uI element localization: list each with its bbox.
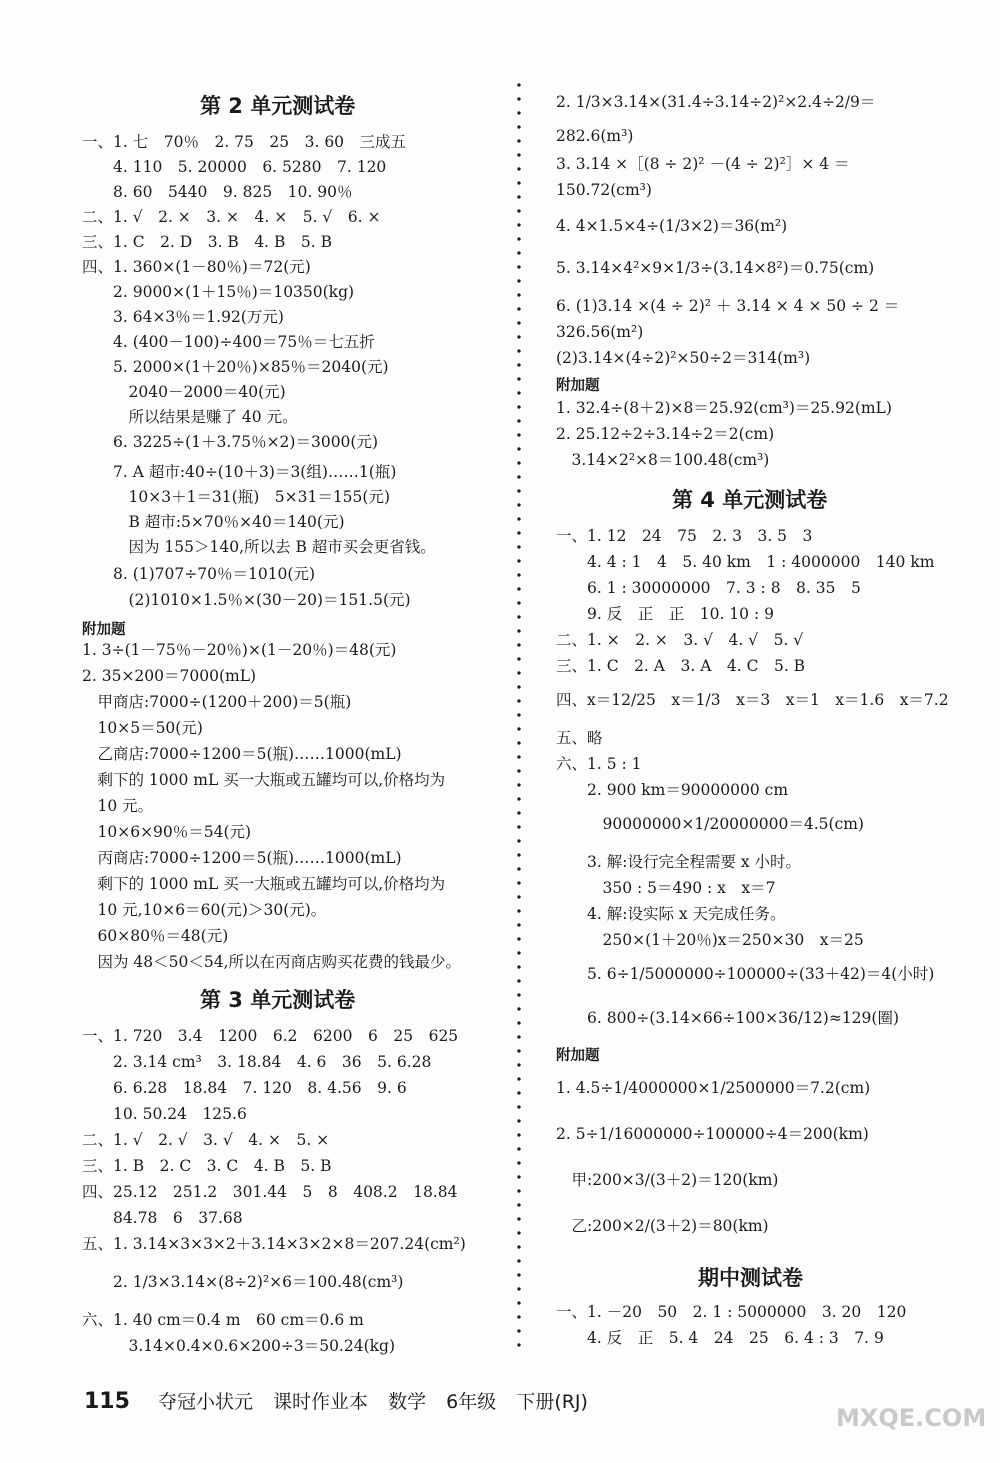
- answer-line: 4. 4×1.5×4÷(1/3×2)＝36(m²): [556, 217, 788, 235]
- answer-line: 60×80％＝48(元): [82, 927, 229, 945]
- answer-line: 10×5＝50(元): [82, 719, 203, 737]
- answer-line: 84.78 6 37.68: [82, 1209, 243, 1227]
- book-name: 课时作业本: [273, 1391, 369, 1413]
- answer-line: 3. 解:设行完全程需要 x 小时。: [556, 853, 802, 871]
- answer-line: 四、1. 360×(1－80％)＝72(元): [82, 258, 311, 276]
- answer-line: 9. 反 正 正 10. 10 : 9: [556, 605, 774, 623]
- answer-line: 6. 800÷(3.14×66÷100×36/12)≈129(圈): [556, 1009, 899, 1027]
- answer-line: (2)3.14×(4÷2)²×50÷2＝314(m³): [556, 349, 811, 367]
- bonus-heading: 附加题: [556, 378, 600, 394]
- page-number: 115: [84, 1389, 130, 1414]
- answer-line: 3.14×2²×8＝100.48(cm³): [556, 451, 770, 469]
- answer-line: 三、1. B 2. C 3. C 4. B 5. B: [82, 1157, 332, 1175]
- answer-line: 10. 50.24 125.6: [82, 1105, 247, 1123]
- answer-line: 4. 解:设实际 x 天完成任务。: [556, 905, 786, 923]
- answer-line: 250×(1＋20％)x＝250×30 x＝25: [556, 931, 864, 949]
- answer-line: 因为 48＜50＜54,所以在丙商店购买花费的钱最少。: [82, 953, 462, 971]
- answer-line: 2. 1/3×3.14×(31.4÷3.14÷2)²×2.4÷2/9＝: [556, 93, 876, 111]
- bonus-heading: 附加题: [556, 1048, 600, 1064]
- answer-line: 六、1. 5 : 1: [556, 755, 642, 773]
- page-footer: [84, 1387, 602, 1414]
- answer-line: 3. 3.14 ×［(8 ÷ 2)² －(4 ÷ 2)²］× 4 ＝: [556, 155, 850, 173]
- answer-line: 5. 3.14×4²×9×1/3÷(3.14×8²)＝0.75(cm): [556, 259, 875, 277]
- answer-line: 乙商店:7000÷1200＝5(瓶)……1000(mL): [82, 745, 402, 763]
- answer-line: 5. 6÷1/5000000÷100000÷(33＋42)＝4(小时): [556, 965, 935, 983]
- unit4-title: 第 4 单元测试卷: [672, 488, 828, 512]
- answer-line: 六、1. 40 cm＝0.4 m 60 cm＝0.6 m: [82, 1311, 364, 1329]
- answer-line: 2. 9000×(1＋15％)＝10350(kg): [82, 283, 355, 301]
- unit3-title: 第 3 单元测试卷: [200, 988, 356, 1012]
- answer-line: 3.14×0.4×0.6×200÷3＝50.24(kg): [82, 1337, 395, 1355]
- answer-line: 2. 1/3×3.14×(8÷2)²×6＝100.48(cm³): [82, 1273, 404, 1291]
- answer-line: 326.56(m²): [556, 323, 644, 341]
- midterm-title: 期中测试卷: [698, 1266, 803, 1290]
- answer-line: 5. 2000×(1＋20％)×85％＝2040(元): [82, 358, 389, 376]
- grade-label: 6年级: [446, 1391, 497, 1413]
- answer-line: 2. 25.12÷2÷3.14÷2＝2(cm): [556, 425, 775, 443]
- answer-line: B 超市:5×70％×40＝140(元): [82, 513, 345, 531]
- answer-line: 乙:200×2/(3＋2)＝80(km): [556, 1217, 769, 1235]
- answer-line: 1. 4.5÷1/4000000×1/2500000＝7.2(cm): [556, 1079, 871, 1097]
- answer-line: 一、1. －20 50 2. 1 : 5000000 3. 20 120: [556, 1303, 907, 1321]
- answer-line: 剩下的 1000 mL 买一大瓶或五罐均可以,价格均为: [82, 771, 446, 789]
- series-name: 夺冠小状元: [157, 1391, 253, 1413]
- answer-line: 150.72(cm³): [556, 181, 652, 199]
- answer-line: 甲商店:7000÷(1200＋200)＝5(瓶): [82, 693, 352, 711]
- answer-line: 二、1. √ 2. × 3. × 4. × 5. √ 6. ×: [82, 208, 381, 226]
- answer-line: 350 : 5＝490 : x x＝7: [556, 879, 776, 897]
- answer-line: 8. (1)707÷70％＝1010(元): [82, 565, 316, 583]
- answer-line: 二、1. × 2. × 3. √ 4. √ 5. √: [556, 631, 804, 649]
- answer-line: 6. 3225÷(1＋3.75％×2)＝3000(元): [82, 433, 379, 451]
- answer-line: 4. (400－100)÷400＝75％＝七五折: [82, 333, 375, 351]
- answer-line: 2. 900 km＝90000000 cm: [556, 781, 789, 799]
- answer-line: 4. 反 正 5. 4 24 25 6. 4 : 3 7. 9: [556, 1329, 884, 1347]
- answer-line: 2. 3.14 cm³ 3. 18.84 4. 6 36 5. 6.28: [82, 1053, 432, 1071]
- answer-line: 剩下的 1000 mL 买一大瓶或五罐均可以,价格均为: [82, 875, 446, 893]
- answer-line: 10×6×90％＝54(元): [82, 823, 252, 841]
- answer-line: 6. (1)3.14 ×(4 ÷ 2)² ＋ 3.14 × 4 × 50 ÷ 2 ＝: [556, 297, 900, 315]
- column-divider: [517, 78, 521, 1348]
- answer-line: 一、1. 720 3.4 1200 6.2 6200 6 25 625: [82, 1027, 459, 1045]
- answer-line: 四、25.12 251.2 301.44 5 8 408.2 18.84: [82, 1183, 458, 1201]
- answer-line: 10×3＋1＝31(瓶) 5×31＝155(元): [82, 488, 391, 506]
- answer-line: (2)1010×1.5％×(30－20)＝151.5(元): [82, 591, 411, 609]
- answer-line: 10 元,10×6＝60(元)＞30(元)。: [82, 901, 327, 919]
- answer-line: 丙商店:7000÷1200＝5(瓶)……1000(mL): [82, 849, 402, 867]
- answer-line: 所以结果是赚了 40 元。: [82, 408, 298, 426]
- answer-line: 1. 3÷(1－75％－20％)×(1－20％)＝48(元): [82, 641, 397, 659]
- answer-line: 三、1. C 2. A 3. A 4. C 5. B: [556, 657, 806, 675]
- answer-line: 甲:200×3/(3＋2)＝120(km): [556, 1171, 779, 1189]
- answer-line: 2. 5÷1/16000000÷100000÷4＝200(km): [556, 1125, 869, 1143]
- answer-line: 6. 1 : 30000000 7. 3 : 8 8. 35 5: [556, 579, 861, 597]
- answer-line: 6. 6.28 18.84 7. 120 8. 4.56 9. 6: [82, 1079, 407, 1097]
- bonus-heading: 附加题: [82, 622, 126, 638]
- answer-line: 4. 4 : 1 4 5. 40 km 1 : 4000000 140 km: [556, 553, 935, 571]
- answer-line: 7. A 超市:40÷(10＋3)＝3(组)……1(瓶): [82, 463, 397, 481]
- answer-line: 五、1. 3.14×3×3×2＋3.14×3×2×8＝207.24(cm²): [82, 1235, 466, 1253]
- answer-line: 五、略: [556, 729, 603, 747]
- watermark: MXQE.COM: [836, 1404, 987, 1432]
- answer-line: 90000000×1/20000000＝4.5(cm): [556, 815, 864, 833]
- answer-line: 1. 32.4÷(8＋2)×8＝25.92(cm³)＝25.92(mL): [556, 399, 892, 417]
- answer-line: 2. 35×200＝7000(mL): [82, 667, 257, 685]
- answer-line: 8. 60 5440 9. 825 10. 90％: [82, 183, 353, 201]
- answer-line: 一、1. 12 24 75 2. 3 3. 5 3: [556, 527, 813, 545]
- answer-line: 四、x＝12/25 x＝1/3 x＝3 x＝1 x＝1.6 x＝7.2: [556, 691, 949, 709]
- unit2-title: 第 2 单元测试卷: [200, 94, 356, 118]
- answer-line: 282.6(m³): [556, 127, 634, 145]
- answer-line: 因为 155＞140,所以去 B 超市买会更省钱。: [82, 538, 436, 556]
- answer-line: 二、1. √ 2. √ 3. √ 4. × 5. ×: [82, 1131, 330, 1149]
- answer-line: 10 元。: [82, 797, 154, 815]
- answer-line: 2040－2000＝40(元): [82, 383, 286, 401]
- answer-line: 三、1. C 2. D 3. B 4. B 5. B: [82, 233, 333, 251]
- answer-line: 4. 110 5. 20000 6. 5280 7. 120: [82, 158, 387, 176]
- volume-label: 下册(RJ): [516, 1391, 588, 1413]
- answer-line: 一、1. 七 70％ 2. 75 25 3. 60 三成五: [82, 133, 407, 151]
- answer-line: 3. 64×3％＝1.92(万元): [82, 308, 284, 326]
- subject-name: 数学: [388, 1391, 427, 1413]
